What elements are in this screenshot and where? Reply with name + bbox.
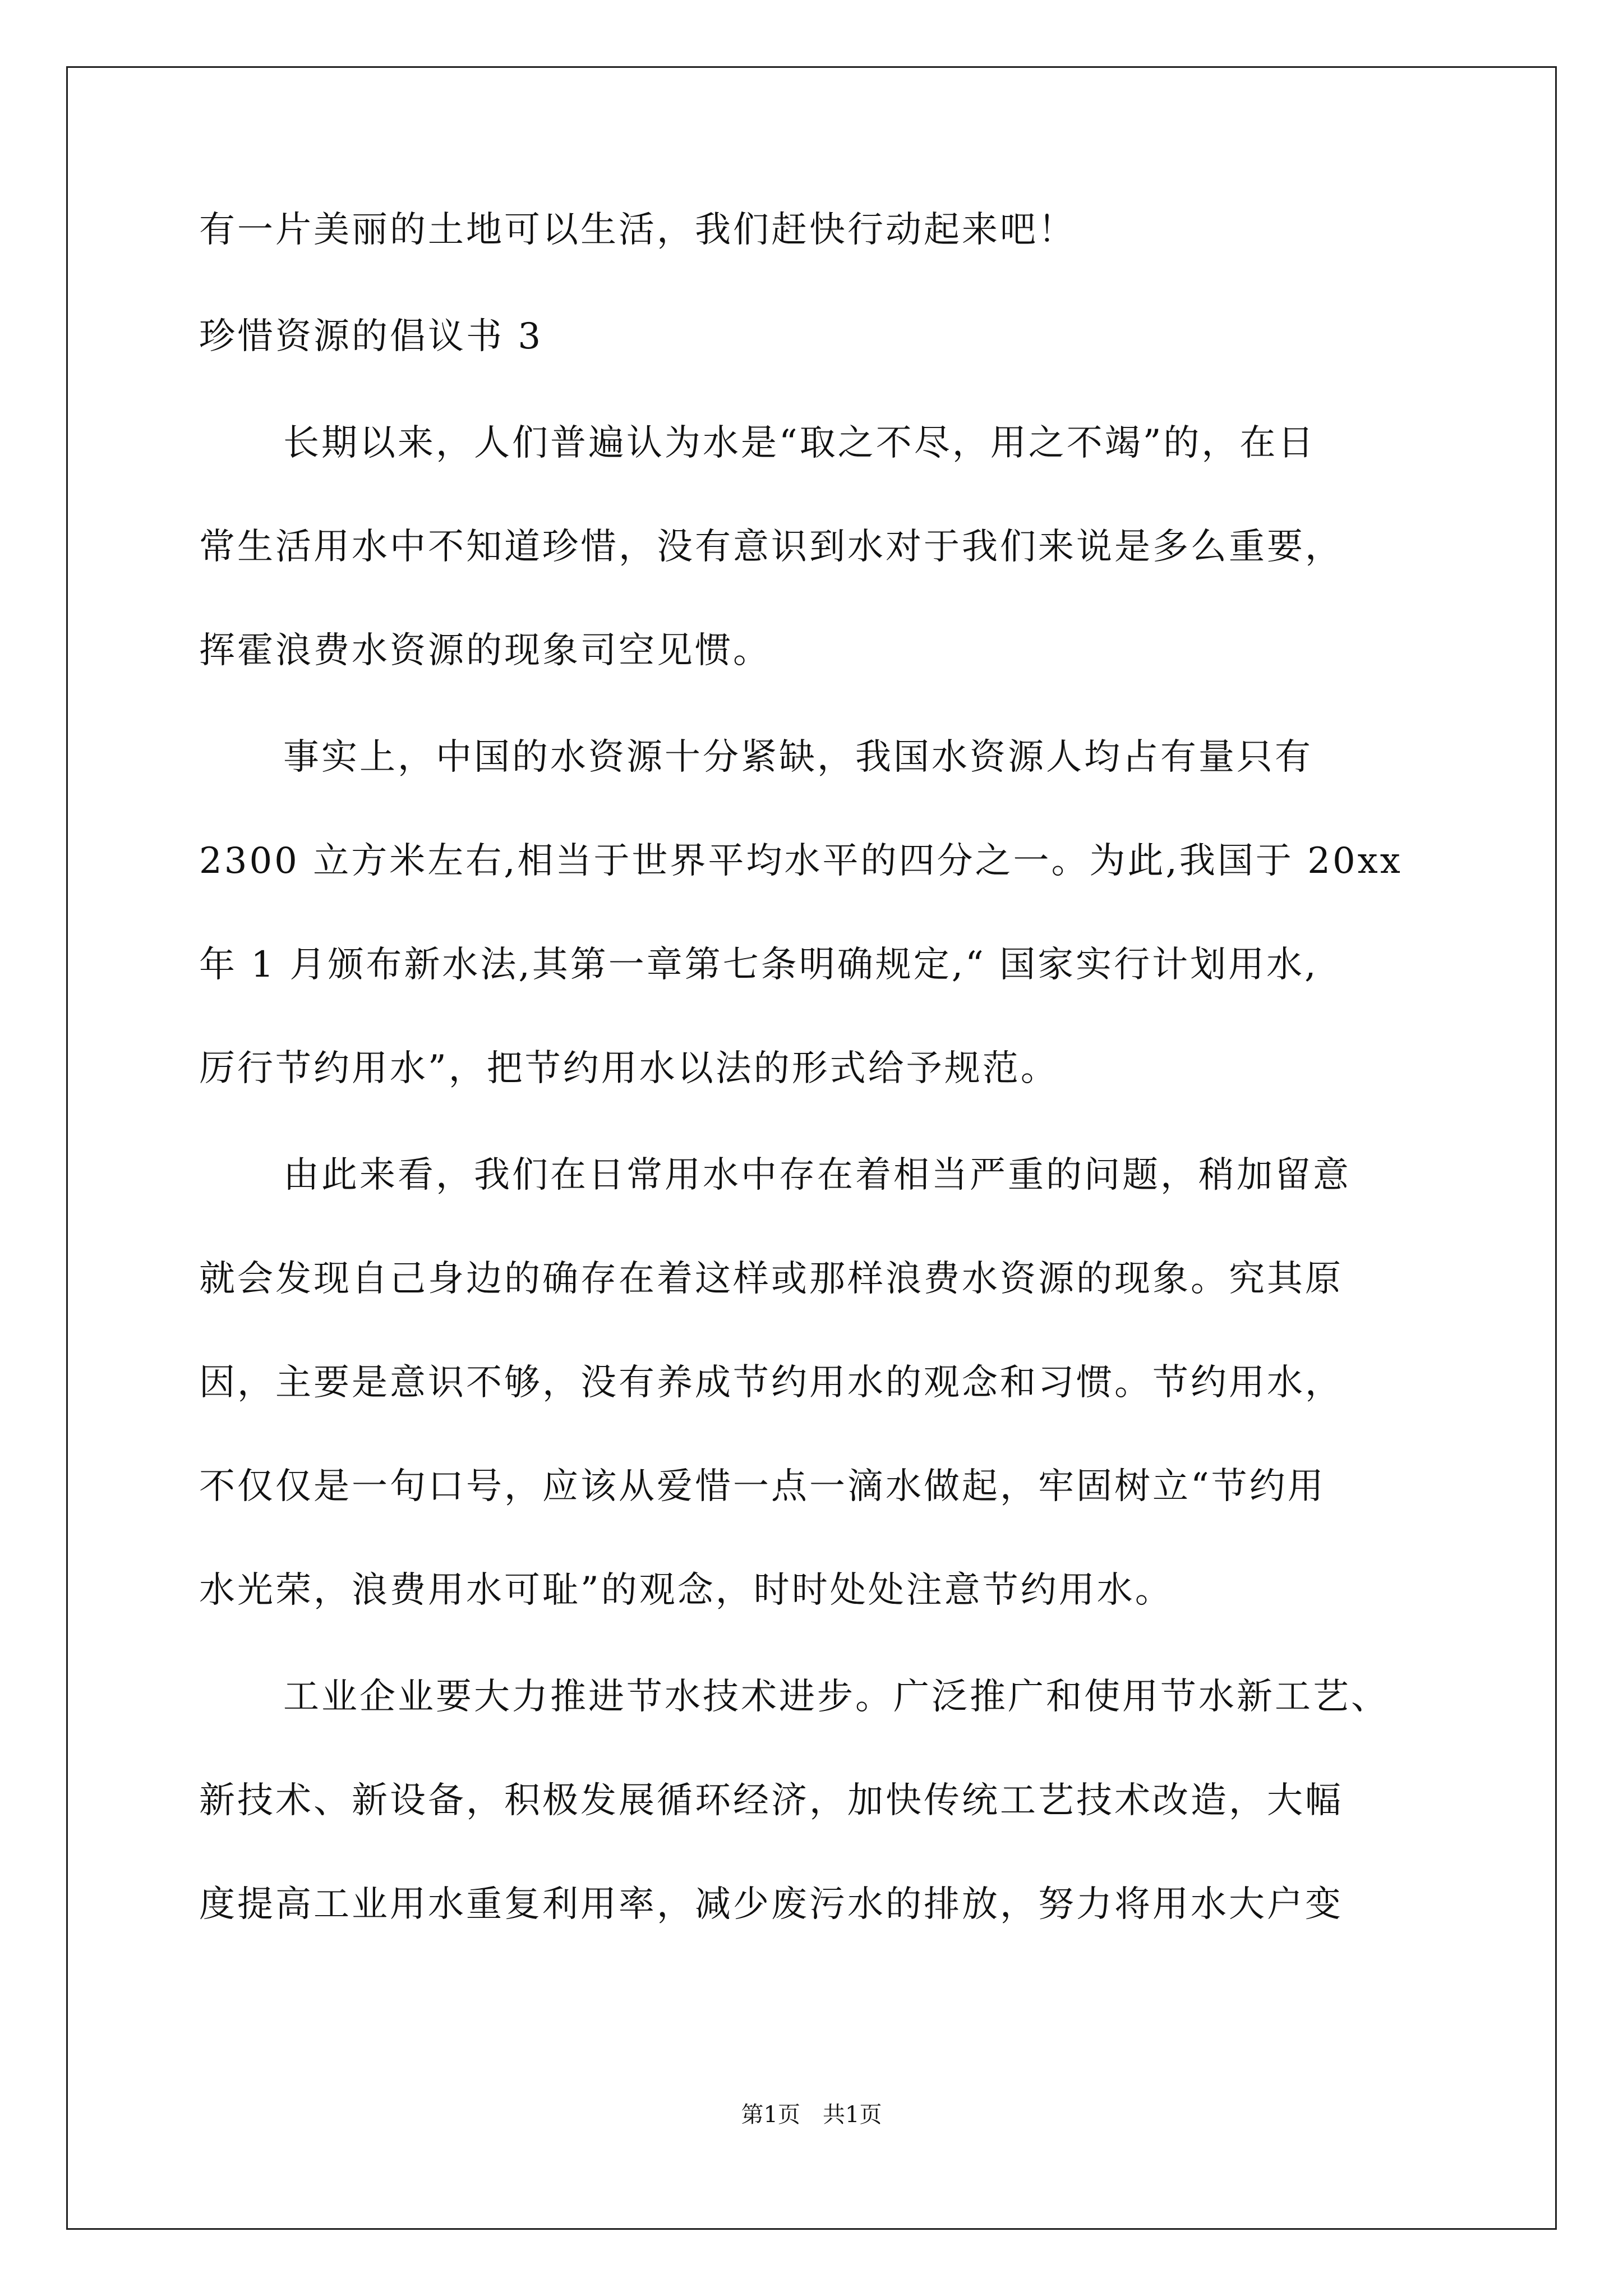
page-footer: 第1页 共1页: [741, 2102, 882, 2128]
paragraph-3-line-2: 就会发现自己身边的确存在着这样或那样浪费水资源的现象。究其原: [199, 1258, 1343, 1300]
paragraph-4-line-1: 工业企业要大力推进节水技术进步。广泛推广和使用节水新工艺、: [283, 1676, 1389, 1718]
paragraph-2-line-4: 厉行节约用水”，把节约用水以法的形式给予规范。: [199, 1048, 1059, 1089]
paragraph-2-line-2: 2300 立方米左右,相当于世界平均水平的四分之一。为此,我国于 20xx: [199, 840, 1403, 882]
paragraph-2-line-1: 事实上，中国的水资源十分紧缺，我国水资源人均占有量只有: [283, 737, 1313, 778]
paragraph-4-line-2: 新技术、新设备，积极发展循环经济，加快传统工艺技术改造，大幅: [199, 1780, 1343, 1821]
paragraph-3-line-5: 水光荣，浪费用水可耻”的观念，时时处处注意节约用水。: [199, 1570, 1173, 1611]
paragraph-3-line-4: 不仅仅是一句口号，应该从爱惜一点一滴水做起，牢固树立“节约用: [199, 1466, 1326, 1507]
text-line-1: 有一片美丽的土地可以生活，我们赶快行动起来吧！: [199, 209, 1076, 251]
paragraph-2-line-3: 年 1 月颁布新水法,其第一章第七条明确规定,“ 国家实行计划用水,: [199, 944, 1318, 986]
paragraph-1-line-1: 长期以来，人们普遍认为水是“取之不尽，用之不竭”的，在日: [283, 422, 1316, 464]
paragraph-3-line-1: 由此来看，我们在日常用水中存在着相当严重的问题，稍加留意: [283, 1154, 1351, 1196]
section-title: 珍惜资源的倡议书 3: [199, 316, 543, 357]
paragraph-4-line-3: 度提高工业用水重复利用率，减少废污水的排放，努力将用水大户变: [199, 1884, 1343, 1925]
paragraph-1-line-3: 挥霍浪费水资源的现象司空见惯。: [199, 630, 771, 671]
paragraph-3-line-3: 因，主要是意识不够，没有养成节约用水的观念和习惯。节约用水，: [199, 1362, 1343, 1404]
paragraph-1-line-2: 常生活用水中不知道珍惜，没有意识到水对于我们来说是多么重要，: [199, 526, 1343, 568]
